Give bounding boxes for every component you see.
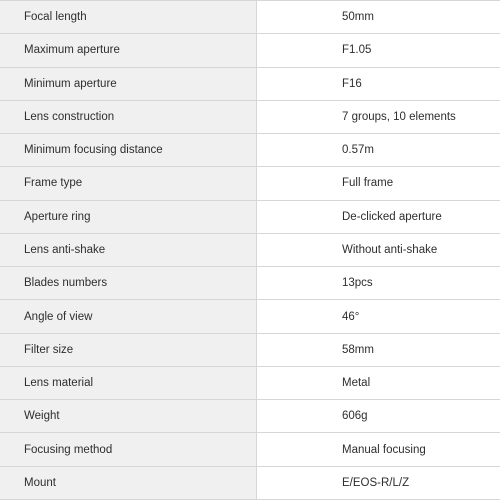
spec-label: Lens construction: [0, 101, 257, 133]
spec-label: Angle of view: [0, 300, 257, 332]
spec-value: Manual focusing: [257, 433, 500, 465]
spec-label: Lens anti-shake: [0, 234, 257, 266]
spec-row-minimum-focusing-distance: [0, 134, 500, 167]
spec-row-focal-length: [0, 1, 500, 34]
spec-value: 13pcs: [257, 267, 500, 299]
spec-row-lens-construction: [0, 101, 500, 134]
spec-label: Blades numbers: [0, 267, 257, 299]
spec-label: Minimum focusing distance: [0, 134, 257, 166]
spec-label: Aperture ring: [0, 201, 257, 233]
spec-value: De-clicked aperture: [257, 201, 500, 233]
spec-row-angle-of-view: [0, 300, 500, 333]
spec-row-mount: [0, 467, 500, 500]
spec-label: Maximum aperture: [0, 34, 257, 66]
spec-value: 0.57m: [257, 134, 500, 166]
spec-value: 58mm: [257, 334, 500, 366]
spec-value: 7 groups, 10 elements: [257, 101, 500, 133]
spec-label: Minimum aperture: [0, 68, 257, 100]
spec-row-minimum-aperture: [0, 68, 500, 101]
spec-value: 50mm: [257, 1, 500, 33]
spec-value: F16: [257, 68, 500, 100]
spec-row-lens-anti-shake: [0, 234, 500, 267]
spec-value: 606g: [257, 400, 500, 432]
spec-value: 46°: [257, 300, 500, 332]
spec-row-filter-size: [0, 334, 500, 367]
spec-label: Weight: [0, 400, 257, 432]
spec-label: Focusing method: [0, 433, 257, 465]
spec-row-aperture-ring: [0, 201, 500, 234]
spec-label: Lens material: [0, 367, 257, 399]
spec-row-lens-material: [0, 367, 500, 400]
spec-label: Filter size: [0, 334, 257, 366]
spec-label: Mount: [0, 467, 257, 499]
spec-row-frame-type: [0, 167, 500, 200]
spec-value: Full frame: [257, 167, 500, 199]
spec-row-weight: [0, 400, 500, 433]
spec-value: E/EOS-R/L/Z: [257, 467, 500, 499]
spec-label: Frame type: [0, 167, 257, 199]
spec-value: Metal: [257, 367, 500, 399]
spec-row-maximum-aperture: [0, 34, 500, 67]
spec-row-focusing-method: [0, 433, 500, 466]
spec-row-blades-numbers: [0, 267, 500, 300]
spec-value: Without anti-shake: [257, 234, 500, 266]
spec-value: F1.05: [257, 34, 500, 66]
spec-label: Focal length: [0, 1, 257, 33]
